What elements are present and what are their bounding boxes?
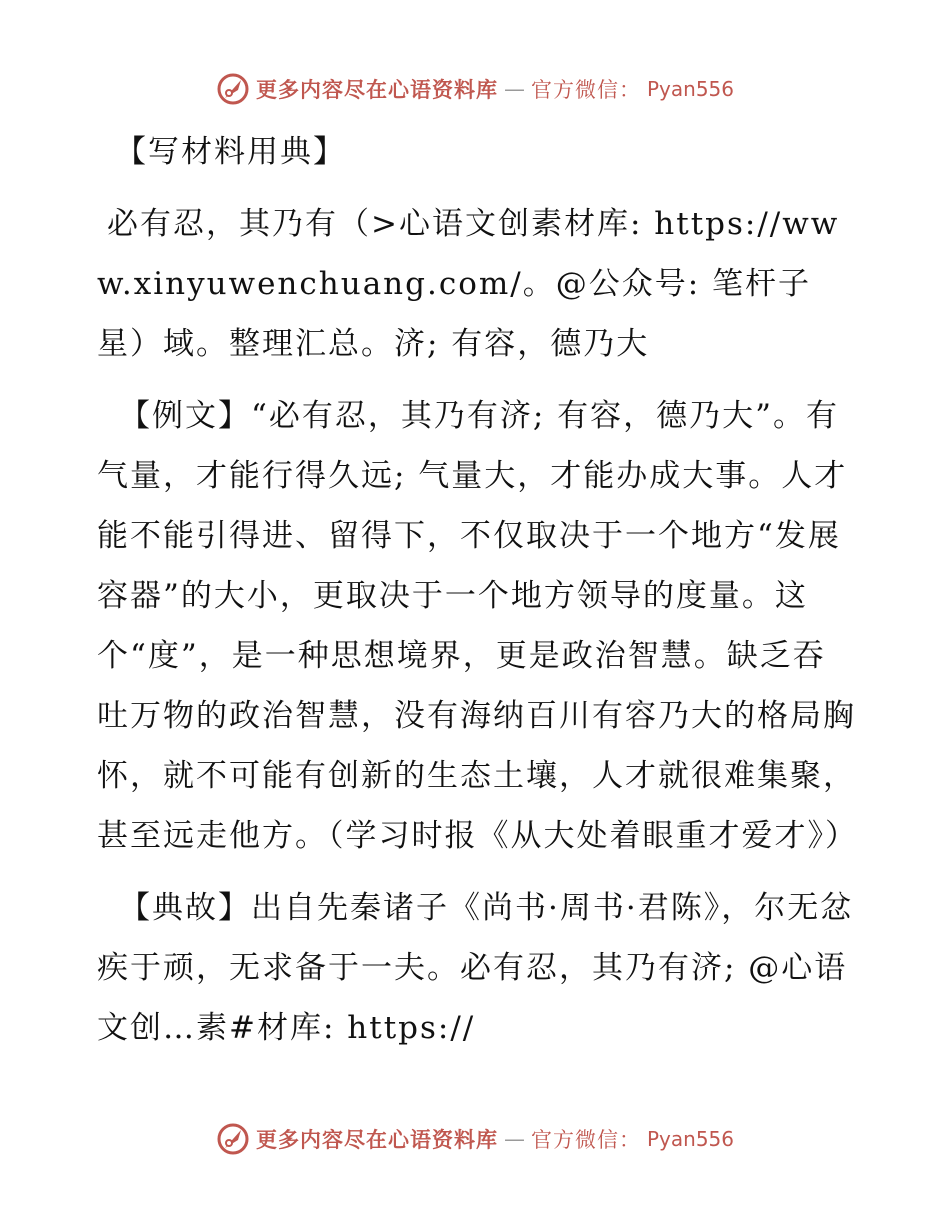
intro-paragraph: 必有忍，其乃有（>心语文创素材库: https://www.xinyuwenchuang.com/。@公众号: 笔杆子星）域。整理汇总。济; 有容，德乃大	[97, 206, 840, 362]
header-banner	[0, 72, 950, 106]
banner-wechat-label: 官方微信：	[530, 1128, 641, 1152]
section-heading: 【写材料用典】	[115, 134, 346, 170]
allusion-paragraph: 【典故】出自先秦诸子《尚书·周书·君陈》，尔无忿疾于顽，无求备于一夫。必有忍，其乃有济; @心语文创…素#材库: https://	[97, 890, 854, 1046]
banner-text: 更多内容尽在心语资料库	[255, 78, 498, 102]
banner-dash: —	[503, 77, 525, 101]
banner-text: 更多内容尽在心语资料库	[255, 1128, 498, 1152]
document-body	[97, 122, 857, 1058]
footer-banner	[0, 1122, 950, 1156]
example-paragraph: 【例文】“必有忍，其乃有济; 有容，德乃大”。有气量，才能行得久远; 气量大，才能办成大事。人才能不能引得进、留得下，不仅取决于一个地方“发展容器”的大小，更取决于一个地方领导的度量。这个“度”，是一种思想境界，更是政治智慧。缺乏吞吐万物的政治智慧，没有海纳百川有容乃大的格局胸怀，就不可能有创新的生态土壤，人才就很难集聚，甚至远走他方。（学习时报《从大处着眼重才爱才》）	[97, 398, 858, 854]
banner-dash: —	[503, 1127, 525, 1151]
banner-wechat-id: Pyan556	[646, 1127, 734, 1151]
quill-logo-icon	[216, 72, 250, 106]
banner-wechat-label: 官方微信：	[530, 78, 641, 102]
quill-logo-icon	[216, 1122, 250, 1156]
banner-wechat-id: Pyan556	[646, 77, 734, 101]
